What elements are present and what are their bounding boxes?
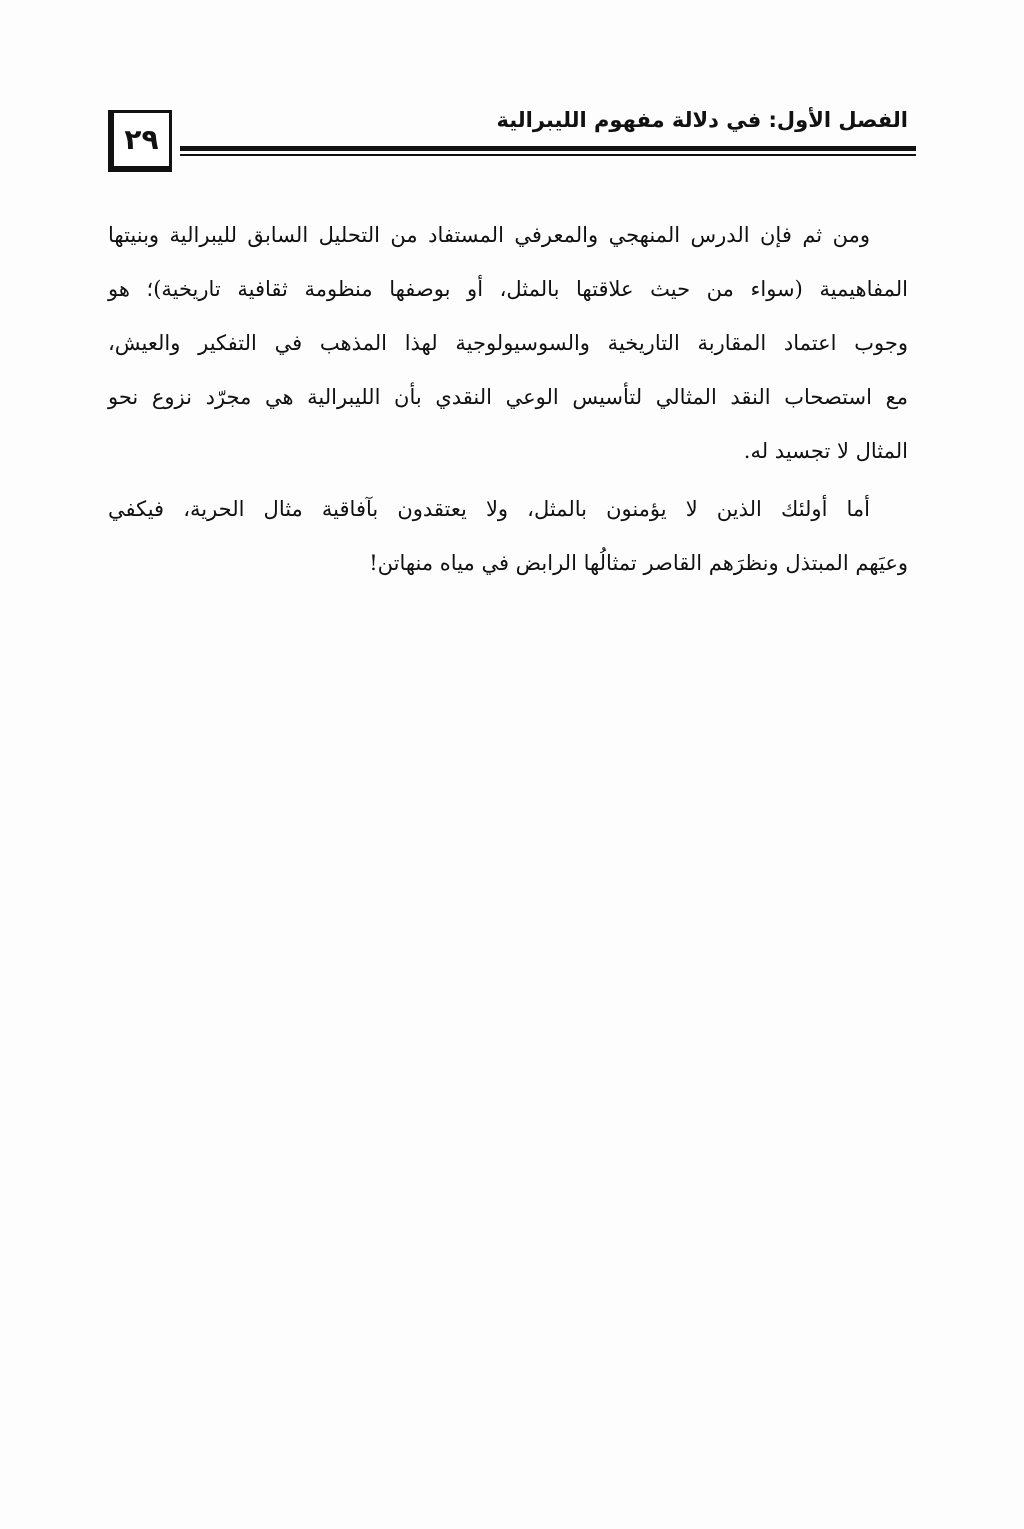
header-rule-thin — [180, 154, 916, 156]
page-number: ٢٩ — [124, 123, 159, 156]
paragraph-1 — [108, 208, 908, 478]
running-head-title: الفصل الأول: في دلالة مفهوم الليبرالية — [496, 108, 908, 132]
paragraph-2-line-1: أما أولئك الذين لا يؤمنون بالمثل، ولا يعتقدون بآفاقية مثال الحرية، فيكفي — [108, 497, 870, 521]
paragraph-2 — [108, 482, 908, 590]
paragraph-1-line-4: مع استصحاب النقد المثالي لتأسيس الوعي النقدي بأن الليبرالية هي مجرّد نزوع نحو — [108, 385, 908, 409]
body-text — [108, 208, 908, 590]
paragraph-1-line-1: ومن ثم فإن الدرس المنهجي والمعرفي المستفاد من التحليل السابق لليبرالية وبنيتها — [108, 223, 870, 247]
page-number-box — [108, 110, 172, 172]
paragraph-1-line-2: المفاهيمية (سواء من حيث علاقتها بالمثل، أو بوصفها منظومة ثقافية تاريخية)؛ هو — [108, 277, 908, 301]
header-rule-thick — [180, 146, 916, 151]
paragraph-2-line-2: وعيَهم المبتذل ونظرَهم القاصر تمثالُها الرابض في مياه منهاتن! — [369, 551, 908, 575]
paragraph-1-line-3: وجوب اعتماد المقاربة التاريخية والسوسيولوجية لهذا المذهب في التفكير والعيش، — [108, 331, 908, 355]
paragraph-1-line-5: المثال لا تجسيد له. — [743, 439, 908, 463]
